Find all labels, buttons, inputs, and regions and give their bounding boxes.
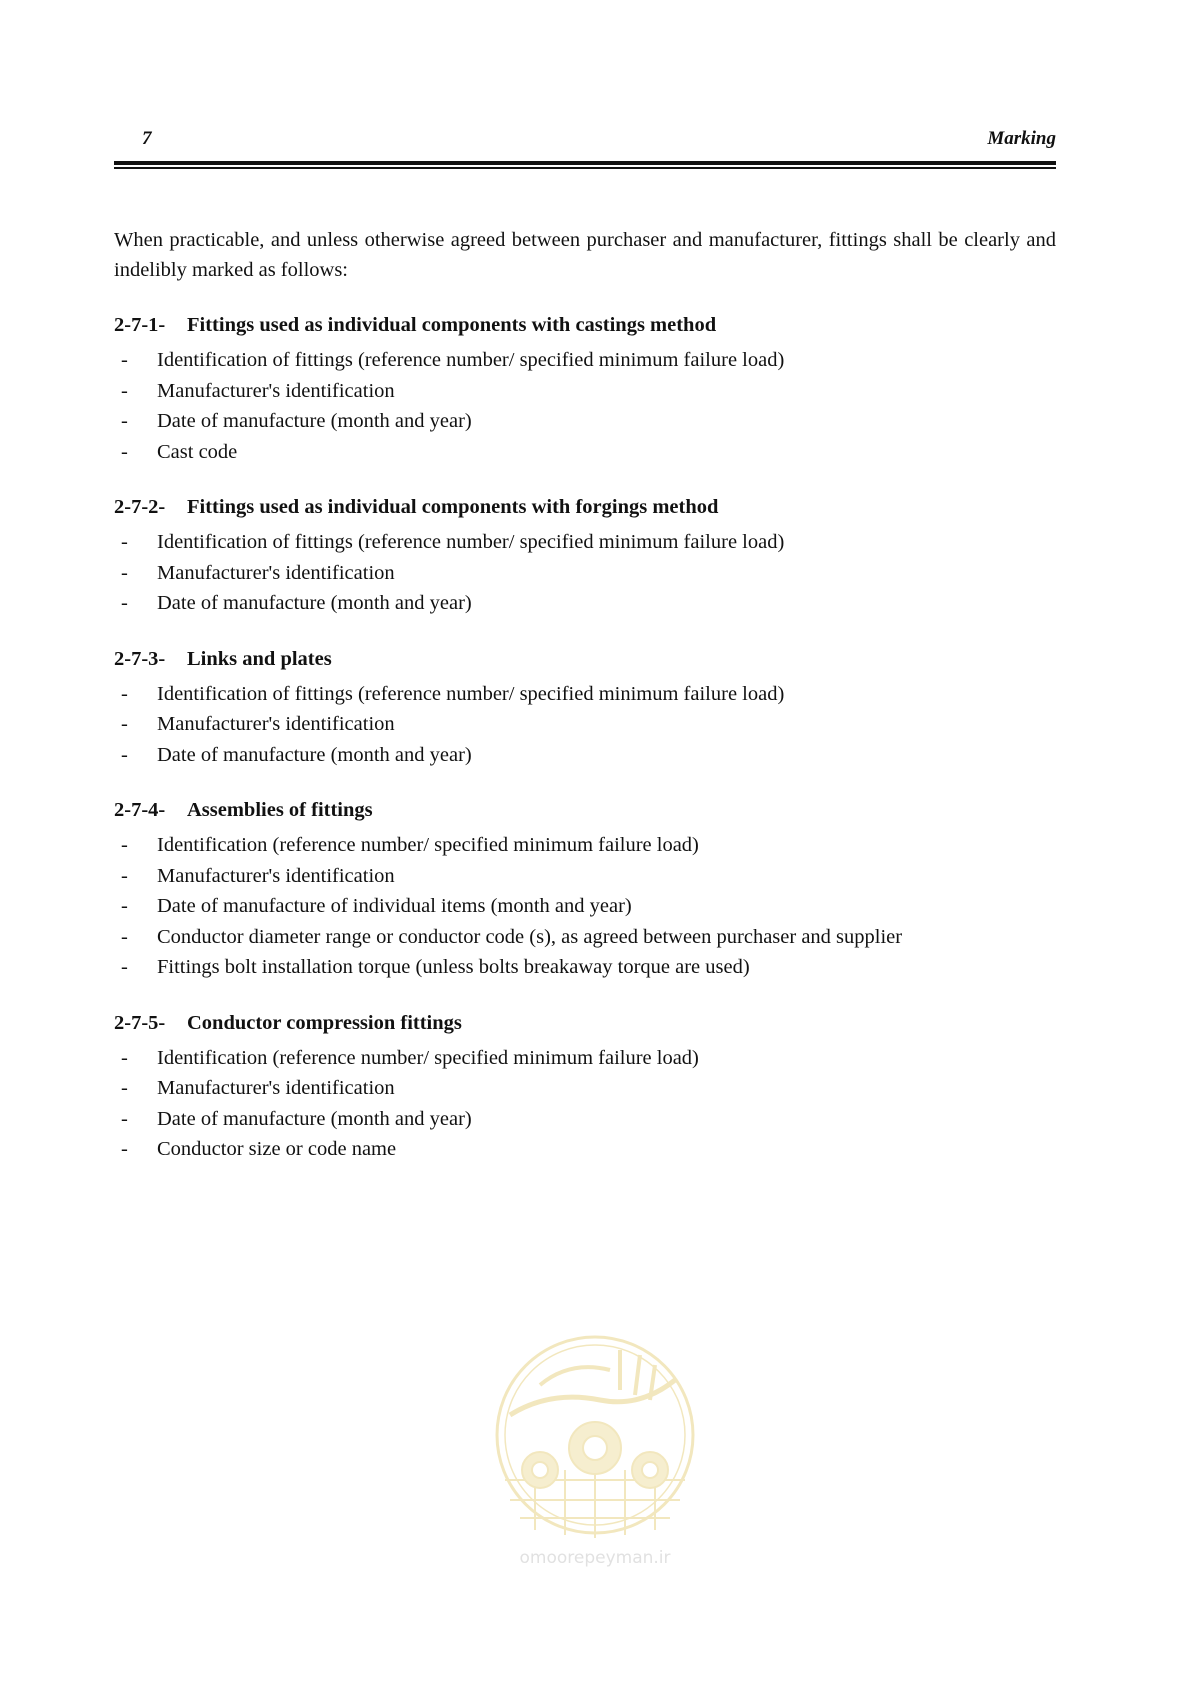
bullet-list	[114, 679, 1056, 771]
section-number: 2-7-1-	[114, 314, 166, 336]
list-item	[114, 588, 1056, 619]
page-header	[114, 128, 1056, 150]
list-item	[114, 861, 1056, 892]
page-number: 7	[142, 128, 152, 149]
list-item	[114, 891, 1056, 922]
list-item-text: Identification of fittings (reference number/ specified minimum failure load)	[157, 531, 785, 553]
list-item	[114, 437, 1056, 468]
sections-container	[114, 310, 1056, 1165]
list-item-text: Manufacturer's identification	[157, 561, 395, 584]
watermark	[480, 1330, 710, 1570]
bullet-list	[114, 345, 1056, 467]
section-number: 2-7-3-	[114, 647, 166, 670]
section-number: 2-7-4-	[114, 799, 166, 821]
list-item-text: Conductor size or code name	[157, 1138, 397, 1160]
list-item	[114, 952, 1056, 983]
section-title: Fittings used as individual components with forgings method	[187, 496, 719, 518]
section-2-7-5	[114, 1008, 1056, 1165]
list-item-text: Cast code	[157, 440, 238, 463]
section-heading	[114, 310, 1056, 340]
bullet-dash: -	[121, 410, 128, 432]
section-2-7-4	[114, 795, 1056, 983]
section-title: Assemblies of fittings	[187, 799, 373, 821]
section-2-7-3	[114, 644, 1056, 771]
watermark-logo-icon	[480, 1330, 710, 1545]
bullet-dash: -	[121, 379, 128, 402]
watermark-text: omoorepeyman.ir	[519, 1548, 671, 1568]
list-item	[114, 709, 1056, 740]
bullet-dash: -	[121, 895, 128, 917]
list-item	[114, 922, 1056, 953]
list-item	[114, 376, 1056, 407]
list-item-text: Conductor diameter range or conductor code (s), as agreed between purchaser and supplier	[157, 925, 903, 948]
list-item	[114, 1104, 1056, 1135]
bullet-dash: -	[121, 1077, 128, 1099]
list-item	[114, 558, 1056, 589]
bullet-dash: -	[121, 1046, 128, 1069]
main-content	[114, 225, 1056, 1165]
list-item-text: Date of manufacture (month and year)	[157, 592, 472, 614]
list-item-text: Date of manufacture of individual items (month and year)	[157, 895, 632, 917]
list-item-text: Identification (reference number/ specified minimum failure load)	[157, 1046, 699, 1069]
list-item	[114, 1043, 1056, 1074]
bullet-dash: -	[121, 682, 128, 705]
bullet-dash: -	[121, 713, 128, 735]
bullet-list	[114, 1043, 1056, 1165]
list-item	[114, 345, 1056, 376]
bullet-list	[114, 527, 1056, 619]
bullet-dash: -	[121, 1138, 128, 1160]
list-item-text: Manufacturer's identification	[157, 713, 395, 735]
list-item-text: Identification of fittings (reference number/ specified minimum failure load)	[157, 349, 785, 371]
bullet-dash: -	[121, 864, 128, 887]
section-heading	[114, 644, 1056, 674]
bullet-dash: -	[121, 925, 128, 948]
bullet-dash: -	[121, 349, 128, 371]
list-item-text: Date of manufacture (month and year)	[157, 743, 472, 766]
section-heading	[114, 492, 1056, 522]
list-item-text: Manufacturer's identification	[157, 1077, 395, 1099]
intro-paragraph: When practicable, and unless otherwise agreed between purchaser and manufacturer, fittings shall be clearly and indelibly marked as follows:	[114, 229, 1056, 281]
header-rule-thick	[114, 161, 1056, 165]
list-item-text: Identification of fittings (reference number/ specified minimum failure load)	[157, 682, 785, 705]
bullet-dash: -	[121, 531, 128, 553]
section-heading	[114, 1008, 1056, 1038]
bullet-dash: -	[121, 440, 128, 463]
list-item-text: Date of manufacture (month and year)	[157, 1107, 472, 1130]
bullet-dash: -	[121, 743, 128, 766]
list-item	[114, 740, 1056, 771]
bullet-dash: -	[121, 1107, 128, 1130]
list-item-text: Fittings bolt installation torque (unless bolts breakaway torque are used)	[157, 956, 750, 978]
section-2-7-2	[114, 492, 1056, 619]
bullet-dash: -	[121, 592, 128, 614]
bullet-dash: -	[121, 956, 128, 978]
bullet-list	[114, 830, 1056, 983]
list-item	[114, 1134, 1056, 1165]
section-number: 2-7-5-	[114, 1011, 166, 1034]
section-2-7-1	[114, 310, 1056, 467]
bullet-dash: -	[121, 561, 128, 584]
list-item	[114, 1073, 1056, 1104]
list-item-text: Manufacturer's identification	[157, 864, 395, 887]
bullet-dash: -	[121, 834, 128, 856]
list-item-text: Date of manufacture (month and year)	[157, 410, 472, 432]
running-title: Marking	[987, 128, 1056, 149]
section-number: 2-7-2-	[114, 496, 166, 518]
list-item	[114, 527, 1056, 558]
header-rule-thin	[114, 167, 1056, 169]
section-heading	[114, 795, 1056, 825]
section-title: Conductor compression fittings	[187, 1011, 462, 1034]
section-title: Fittings used as individual components with castings method	[187, 314, 717, 336]
list-item	[114, 830, 1056, 861]
list-item-text: Identification (reference number/ specified minimum failure load)	[157, 834, 699, 856]
section-title: Links and plates	[187, 647, 332, 670]
list-item	[114, 406, 1056, 437]
list-item-text: Manufacturer's identification	[157, 379, 395, 402]
list-item	[114, 679, 1056, 710]
